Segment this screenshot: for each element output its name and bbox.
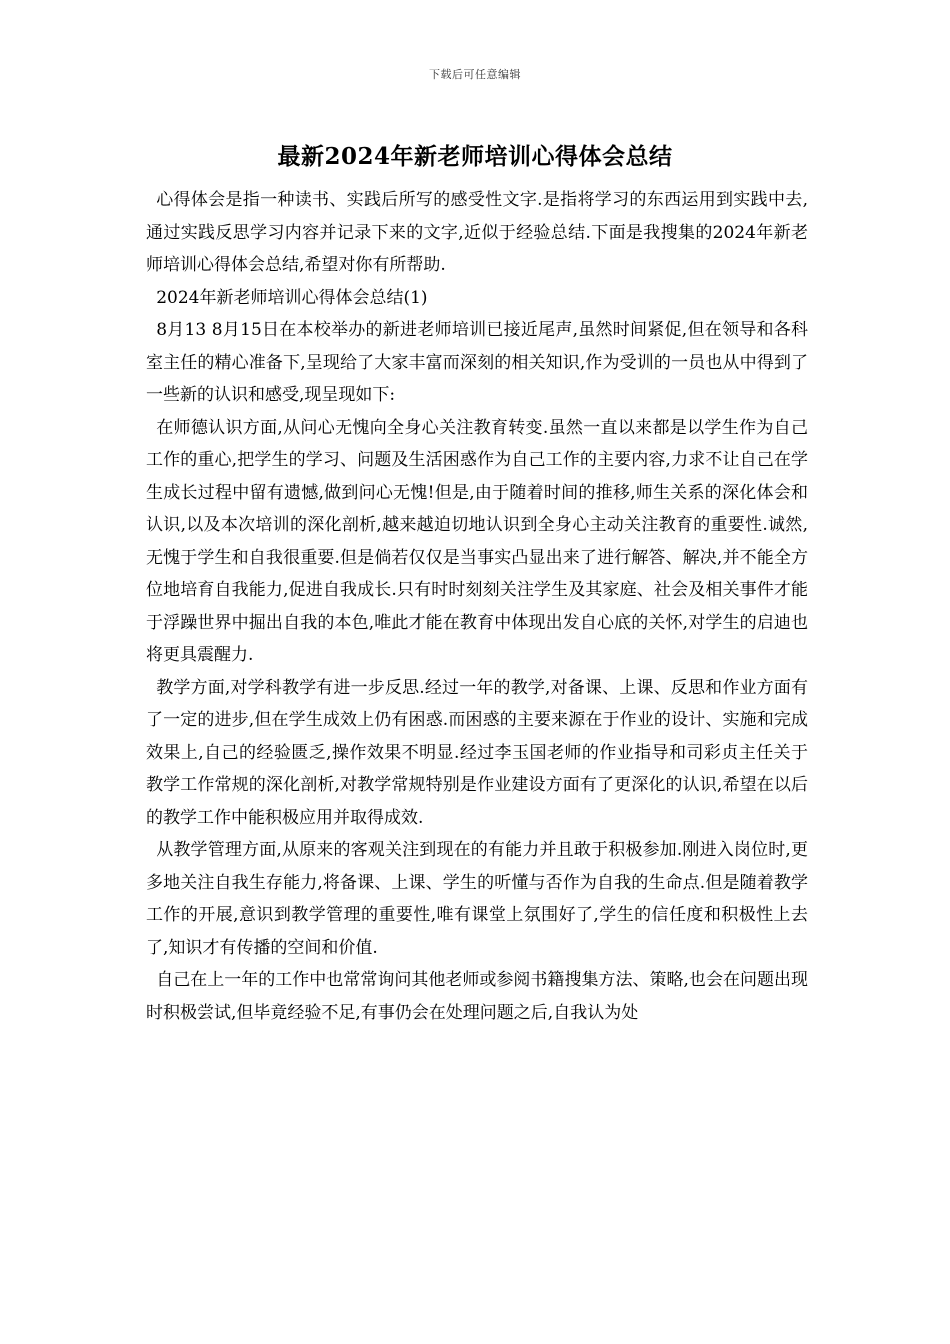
- paragraph-self-reflection: 自己在上一年的工作中也常常询问其他老师或参阅书籍搜集方法、策略,也会在问题出现时积极尝试,但毕竟经验不足,有事仍会在处理问题之后,自我认为处: [146, 970, 808, 1023]
- paragraph-teaching: 教学方面,对学科教学有进一步反思.经过一年的教学,对备课、上课、反思和作业方面有了一定的进步,但在学生成效上仍有困惑.而困惑的主要来源在于作业的设计、实施和完成效果上,自己的经验匮乏,操作效果不明显.经过李玉国老师的作业指导和司彩贞主任关于教学工作常规的深化剖析,对教学常规特别是作业建设方面有了更深化的认识,希望在以后的教学工作中能积极应用并取得成效.: [146, 677, 808, 828]
- header-note: 下载后可任意编辑: [429, 68, 521, 81]
- paragraph-ethics: 在师德认识方面,从问心无愧向全身心关注教育转变.虽然一直以来都是以学生作为自己工作的重心,把学生的学习、问题及生活困惑作为自己工作的主要内容,力求不让自己在学生成长过程中留有遗憾,做到问心无愧!但是,由于随着时间的推移,师生关系的深化体会和认识,以及本次培训的深化剖析,越来越迫切地认识到全身心主动关注教育的重要性.诚然,无愧于学生和自我很重要.但是倘若仅仅是当事实凸显出来了进行解答、解决,并不能全方位地培育自我能力,促进自我成长.只有时时刻刻关注学生及其家庭、社会及相关事件才能于浮躁世界中掘出自我的本色,唯此才能在教育中体现出发自心底的关怀,对学生的启迪也将更具震醒力.: [146, 417, 808, 665]
- paragraph-management: 从教学管理方面,从原来的客观关注到现在的有能力并且敢于积极参加.刚进入岗位时,更多地关注自我生存能力,将备课、上课、学生的听懂与否作为自我的生命点.但是随着教学工作的开展,意识到教学管理的重要性,唯有课堂上氛围好了,学生的信任度和积极性上去了,知识才有传播的空间和价值.: [146, 840, 808, 958]
- paragraph-section-heading: 2024年新老师培训心得体会总结(1): [156, 287, 428, 308]
- document-body: [146, 184, 808, 1029]
- paragraph-intro: 心得体会是指一种读书、实践后所写的感受性文字.是指将学习的东西运用到实践中去,通过实践反思学习内容并记录下来的文字,近似于经验总结.下面是我搜集的2024年新老师培训心得体会总结,希望对你有所帮助.: [146, 190, 808, 275]
- document-title: 最新2024年新老师培训心得体会总结: [277, 143, 673, 170]
- paragraph-training-overview: 8月13 8月15日在本校举办的新进老师培训已接近尾声,虽然时间紧促,但在领导和各科室主任的精心准备下,呈现给了大家丰富而深刻的相关知识,作为受训的一员也从中得到了一些新的认识和感受,现呈现如下:: [146, 320, 808, 405]
